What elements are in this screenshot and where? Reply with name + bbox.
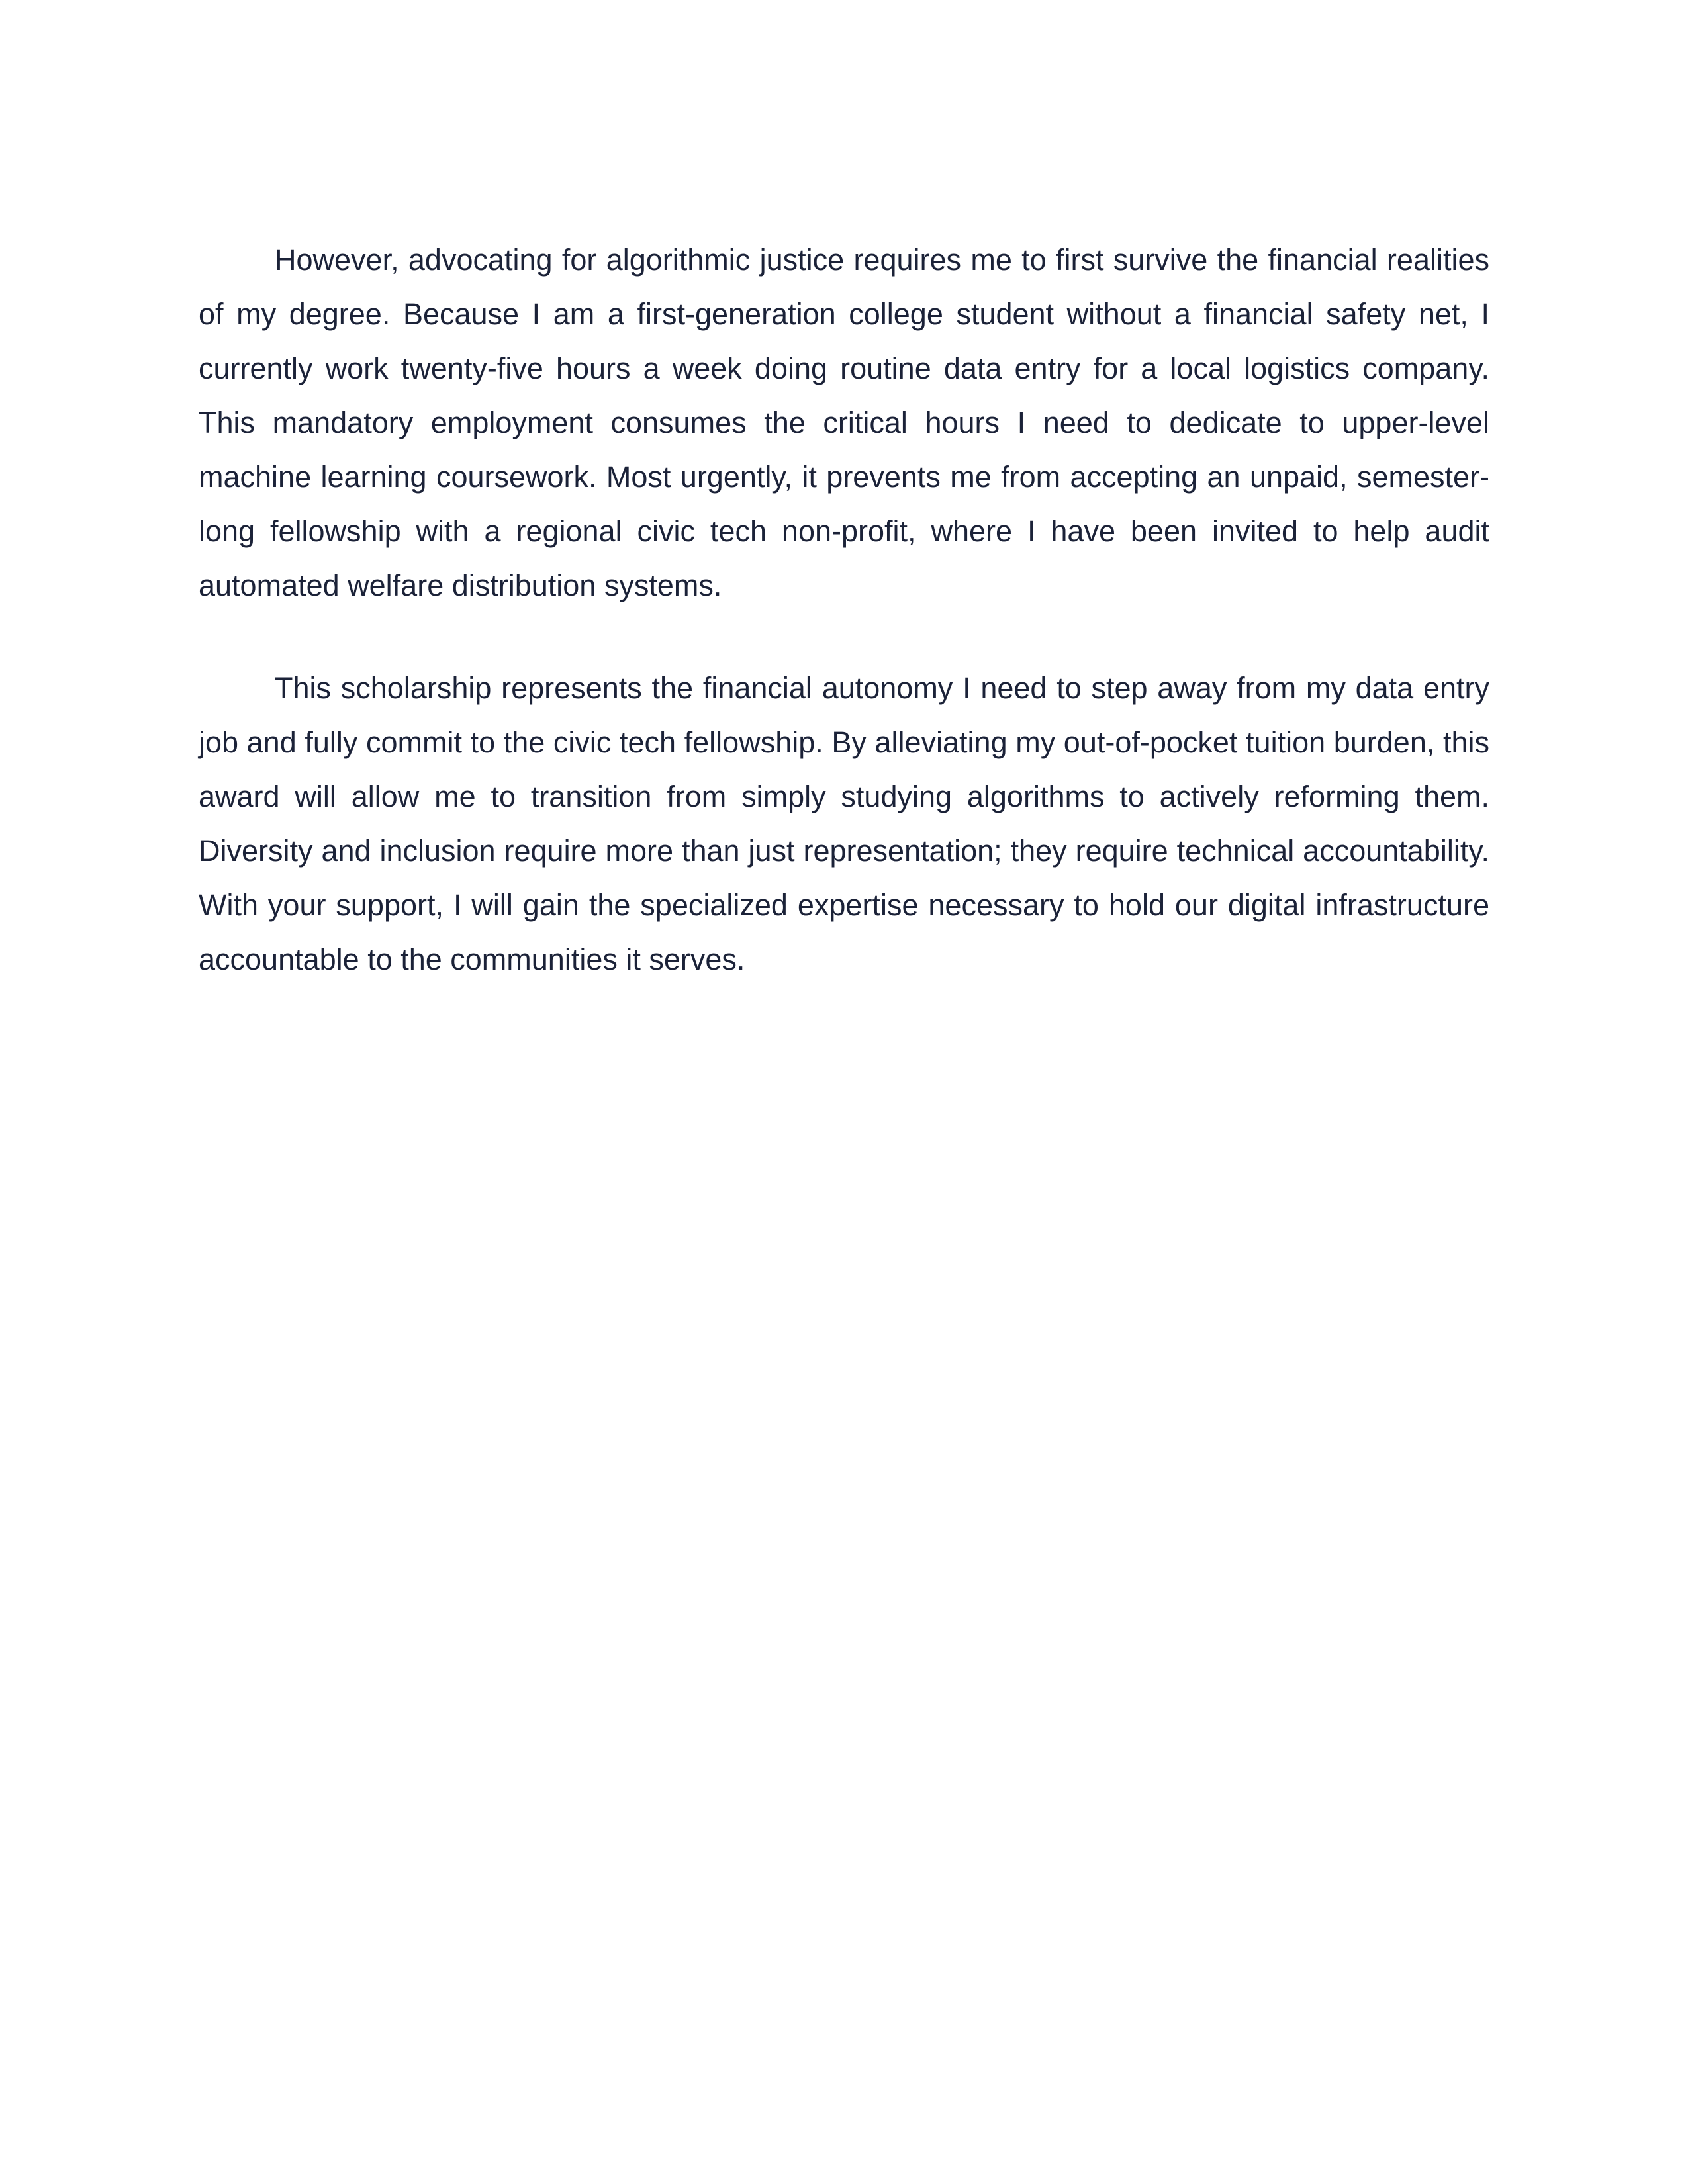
document-body xyxy=(199,233,1489,987)
paragraph-financial-realities: However, advocating for algorithmic justice requires me to first survive the financial realities of my degree. Because I am a first-generation college student without a financial safety net, I currently work twenty-five hours a week doing routine data entry for a local logistics company. This mandatory employment consumes the critical hours I need to dedicate to upper-level machine learning coursework. Most urgently, it prevents me from accepting an unpaid, semester-long fellowship with a regional civic tech non-profit, where I have been invited to help audit automated welfare distribution systems. xyxy=(199,243,1489,602)
paragraph-scholarship-impact: This scholarship represents the financial autonomy I need to step away from my data entry job and fully commit to the civic tech fellowship. By alleviating my out-of-pocket tuition burden, this award will allow me to transition from simply studying algorithms to actively reforming them. Diversity and inclusion require more than just representation; they require technical accountability. With your support, I will gain the specialized expertise necessary to hold our digital infrastructure accountable to the communities it serves. xyxy=(199,671,1489,976)
